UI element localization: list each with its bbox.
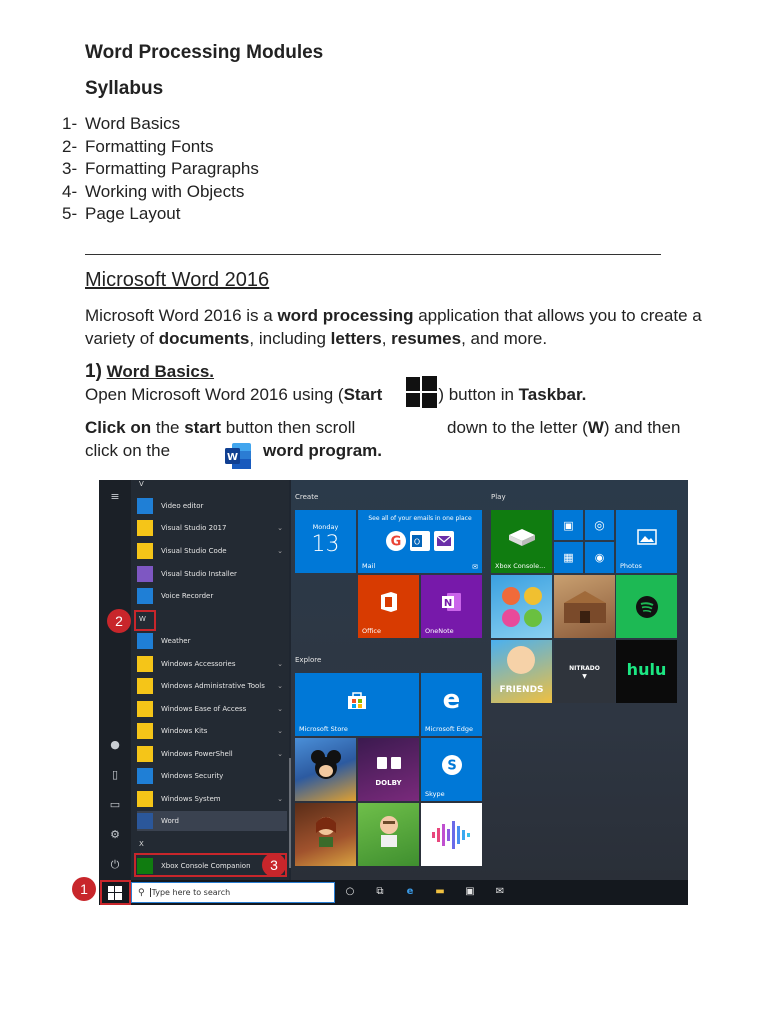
nitrado-text: NITRADO xyxy=(569,665,600,672)
list-label: Working with Objects xyxy=(85,181,245,201)
envelope-icon xyxy=(434,531,454,551)
app-label: Windows Kits xyxy=(161,727,208,735)
intro-bold: documents xyxy=(158,329,250,348)
svg-text:N: N xyxy=(443,597,452,609)
instruction-bold: start xyxy=(184,418,222,437)
svg-text:W: W xyxy=(226,452,239,463)
chevron-down-icon[interactable]: ⌄ xyxy=(277,705,283,713)
word-program-label: word program. xyxy=(263,441,383,460)
section-heading: Microsoft Word 2016 xyxy=(85,269,270,291)
chevron-down-icon[interactable]: ⌄ xyxy=(277,524,283,532)
documents-icon[interactable]: ▯ xyxy=(111,768,119,781)
xbox-console-icon xyxy=(491,510,552,563)
chevron-down-icon[interactable]: ⌄ xyxy=(277,547,283,555)
app-list-item[interactable] xyxy=(137,676,287,696)
onenote-icon xyxy=(421,575,482,628)
intro-paragraph xyxy=(85,304,745,350)
app-list-item[interactable] xyxy=(137,564,287,584)
app-icon xyxy=(137,566,153,582)
intro-text: , including xyxy=(249,329,331,348)
tile-label: Microsoft Store xyxy=(299,725,348,733)
webcam-icon: ◉ xyxy=(594,551,605,564)
instruction-text: Open Microsoft Word 2016 using ( xyxy=(85,385,344,404)
app-list-item[interactable] xyxy=(137,811,287,831)
intro-bold: letters xyxy=(330,329,382,348)
app-label: Word xyxy=(161,817,179,825)
search-icon: ⚲ xyxy=(138,887,145,898)
photo-icon xyxy=(616,510,677,563)
group-explore: Explore xyxy=(295,656,322,664)
list-label: Formatting Fonts xyxy=(85,136,214,156)
calendar-tile[interactable] xyxy=(295,510,356,573)
app-label: Visual Studio 2017 xyxy=(161,524,227,532)
open-instruction xyxy=(85,385,586,405)
google-icon xyxy=(386,531,406,551)
letter-w-highlight-box xyxy=(134,610,156,631)
tile-label: Photos xyxy=(620,562,642,570)
pictures-icon[interactable]: ▭ xyxy=(109,798,121,811)
app-label: Weather xyxy=(161,637,191,645)
dolby-text: DOLBY xyxy=(375,779,402,787)
instruction-bold: Start xyxy=(343,385,383,404)
list-item xyxy=(62,181,259,204)
dolby-tile[interactable] xyxy=(358,738,419,801)
step-heading xyxy=(85,361,214,383)
app-list-item[interactable] xyxy=(137,699,287,719)
app-label: Windows System xyxy=(161,795,221,803)
tile-label: OneNote xyxy=(425,627,454,635)
app-label: Visual Studio Code xyxy=(161,547,227,555)
app-list-item[interactable] xyxy=(137,586,287,606)
friends-text: FRIENDS xyxy=(499,685,544,695)
hamburger-icon[interactable]: ≡ xyxy=(110,490,120,503)
tile-label: Skype xyxy=(425,790,445,798)
app-list-item[interactable] xyxy=(137,654,287,674)
app-icon xyxy=(137,633,153,649)
app-label: Visual Studio Installer xyxy=(161,570,237,578)
microsoft-edge-tile[interactable] xyxy=(421,673,482,736)
intro-bold: resumes xyxy=(391,329,462,348)
task-view-icon[interactable]: ⧉ xyxy=(376,886,384,897)
list-label: Word Basics xyxy=(85,114,181,133)
document-title: Word Processing Modules xyxy=(85,42,324,63)
app-label: Video editor xyxy=(161,502,204,510)
list-number: 4- xyxy=(62,181,78,201)
groove-tile[interactable] xyxy=(585,510,614,540)
app-list-item[interactable] xyxy=(137,744,287,764)
office-icon xyxy=(358,575,419,628)
click-instruction-1 xyxy=(85,418,355,438)
app-icon xyxy=(137,768,153,784)
skype-tile[interactable] xyxy=(421,738,482,801)
skype-icon xyxy=(421,738,482,791)
app-icon xyxy=(137,813,153,829)
syllabus-heading: Syllabus xyxy=(85,78,164,99)
list-item xyxy=(62,113,259,136)
mail-service-icons xyxy=(386,531,454,551)
film-icon: ▣ xyxy=(563,518,574,532)
hulu-tile[interactable] xyxy=(616,640,677,703)
instruction-text: ) button in xyxy=(438,385,519,404)
list-number: 1- xyxy=(62,114,78,133)
tile-label: Microsoft Edge xyxy=(425,725,474,733)
app-list-item[interactable] xyxy=(137,541,287,561)
callout-3: 3 xyxy=(262,853,286,877)
app-list-item[interactable] xyxy=(137,518,287,538)
instruction-text: ) and then xyxy=(603,418,681,437)
list-item xyxy=(62,136,259,159)
movies-tile[interactable] xyxy=(554,510,583,540)
list-number: 2- xyxy=(62,136,78,156)
game-tile-empire[interactable] xyxy=(554,575,615,638)
edge-icon: e xyxy=(442,684,461,715)
group-play: Play xyxy=(491,493,506,501)
instruction-text: button then scroll xyxy=(221,418,356,437)
friends-game-tile[interactable] xyxy=(491,640,552,703)
windows-logo-icon xyxy=(406,376,437,408)
letter-header-x[interactable]: X xyxy=(139,840,144,848)
tile-label: Mail xyxy=(362,562,376,570)
cortana-icon[interactable]: ○ xyxy=(345,886,355,897)
app-label: Windows Ease of Access xyxy=(161,705,247,713)
intro-text: , xyxy=(381,329,392,348)
search-placeholder: Type here to search xyxy=(151,888,231,897)
adventure-game-icon xyxy=(295,803,356,856)
calculator-icon: ▦ xyxy=(563,551,574,564)
sound-wave-icon xyxy=(421,803,482,866)
nitrado-arrow-icon: ▼ xyxy=(582,673,587,680)
start-rail xyxy=(99,480,131,880)
app-list-item[interactable] xyxy=(137,721,287,741)
list-item xyxy=(62,158,259,181)
app-label: Windows Administrative Tools xyxy=(161,682,265,690)
intro-text: , and more. xyxy=(461,329,548,348)
instruction-bold: W xyxy=(587,418,604,437)
disc-icon: ◎ xyxy=(594,518,605,532)
callout-1: 1 xyxy=(72,877,96,901)
app-icon xyxy=(137,520,153,536)
tile-label: Office xyxy=(362,627,381,635)
app-list-item[interactable] xyxy=(137,766,287,786)
app-icon xyxy=(137,678,153,694)
chevron-down-icon[interactable]: ⌄ xyxy=(277,727,283,735)
account-icon[interactable]: ● xyxy=(110,738,120,751)
callout-2: 2 xyxy=(107,609,131,633)
chevron-down-icon[interactable]: ⌄ xyxy=(277,750,283,758)
instruction-bold: Taskbar. xyxy=(518,385,587,404)
app-label: Windows PowerShell xyxy=(161,750,233,758)
game-tile-homescapes[interactable] xyxy=(358,803,419,866)
calculator-tile[interactable] xyxy=(554,542,583,573)
camera-tile[interactable] xyxy=(585,542,614,573)
app-icon xyxy=(137,746,153,762)
svg-text:G: G xyxy=(390,534,402,550)
mail-tile[interactable] xyxy=(358,510,482,573)
chevron-down-icon[interactable]: ⌄ xyxy=(277,660,283,668)
store-bag-icon xyxy=(295,673,419,726)
tile-label: Xbox Console... xyxy=(495,562,546,570)
instruction-bold: Click on xyxy=(85,418,152,437)
chevron-down-icon[interactable]: ⌄ xyxy=(277,795,283,803)
app-icon xyxy=(137,701,153,717)
calendar-day: Monday xyxy=(312,523,339,531)
app-icon xyxy=(137,543,153,559)
instruction-text: the xyxy=(151,418,185,437)
outlook-icon xyxy=(410,531,430,551)
empire-game-icon xyxy=(554,575,615,638)
tile-area xyxy=(291,480,688,880)
store-taskbar-icon[interactable]: ▣ xyxy=(465,886,475,897)
game-tile-mickey[interactable] xyxy=(295,738,356,801)
game-tile-adventure[interactable] xyxy=(295,803,356,866)
mail-badge-icon: ✉ xyxy=(472,563,478,571)
settings-icon[interactable]: ⚙ xyxy=(110,828,120,841)
app-list-item[interactable] xyxy=(137,631,287,651)
app-label: Voice Recorder xyxy=(161,592,214,600)
chevron-down-icon[interactable]: ⌄ xyxy=(277,682,283,690)
app-icon xyxy=(137,498,153,514)
app-icon xyxy=(137,723,153,739)
word-logo-icon xyxy=(225,442,251,470)
friends-character-icon xyxy=(507,646,535,674)
candy-game-icon xyxy=(491,575,552,638)
taskbar-search-box[interactable] xyxy=(131,882,335,903)
game-tile-candy[interactable] xyxy=(491,575,552,638)
hulu-text: hulu xyxy=(626,660,667,679)
step-number: 1) xyxy=(85,361,102,382)
step-title: Word Basics. xyxy=(106,362,215,381)
edge-taskbar-icon[interactable]: e xyxy=(406,886,414,897)
onenote-tile[interactable] xyxy=(421,575,482,638)
list-number: 3- xyxy=(62,159,78,178)
voice-app-tile[interactable] xyxy=(421,803,482,866)
list-item xyxy=(62,203,259,226)
nitrado-tile[interactable] xyxy=(554,640,615,703)
intro-text: Microsoft Word 2016 is a xyxy=(85,306,278,325)
intro-bold: word processing xyxy=(277,306,414,325)
start-highlight-box xyxy=(100,880,131,905)
app-icon xyxy=(137,791,153,807)
power-icon[interactable]: ⏻ xyxy=(110,858,120,871)
click-instruction-2 xyxy=(447,418,680,438)
app-label: Xbox Console Companion xyxy=(161,862,251,870)
app-list-item[interactable] xyxy=(137,789,287,809)
list-label: Formatting Paragraphs xyxy=(85,159,259,178)
click-instruction-3: click on the xyxy=(85,441,171,460)
app-icon xyxy=(137,588,153,604)
photos-tile[interactable] xyxy=(616,510,677,573)
microsoft-store-tile[interactable] xyxy=(295,673,419,736)
mail-banner: See all of your emails in one place xyxy=(368,515,472,522)
svg-text:O: O xyxy=(413,537,421,547)
letter-header-w[interactable]: W xyxy=(139,615,146,623)
syllabus-list xyxy=(62,113,259,226)
start-menu-screenshot xyxy=(99,480,688,905)
mickey-game-icon xyxy=(295,738,356,791)
app-icon xyxy=(137,656,153,672)
calendar-date: 13 xyxy=(311,532,340,557)
group-create: Create xyxy=(295,493,319,501)
horizontal-rule xyxy=(85,254,661,255)
svg-text:S: S xyxy=(446,758,457,773)
list-number: 5- xyxy=(62,204,78,223)
app-label: Windows Accessories xyxy=(161,660,236,668)
mail-taskbar-icon[interactable]: ✉ xyxy=(495,886,505,897)
office-tile[interactable] xyxy=(358,575,419,638)
app-label: Windows Security xyxy=(161,772,224,780)
intro-text: application that allows you to create a variety of xyxy=(85,306,702,348)
xbox-console-tile[interactable] xyxy=(491,510,552,573)
app-list-item[interactable] xyxy=(137,496,287,516)
letter-header-v[interactable]: V xyxy=(139,480,144,488)
file-explorer-icon[interactable]: ▬ xyxy=(435,886,445,897)
spotify-tile[interactable] xyxy=(616,575,677,638)
instruction-text: down to the letter ( xyxy=(447,418,588,437)
spotify-icon xyxy=(616,575,677,638)
app-list xyxy=(131,480,289,880)
list-label: Page Layout xyxy=(85,204,181,223)
homescapes-game-icon xyxy=(358,803,419,856)
